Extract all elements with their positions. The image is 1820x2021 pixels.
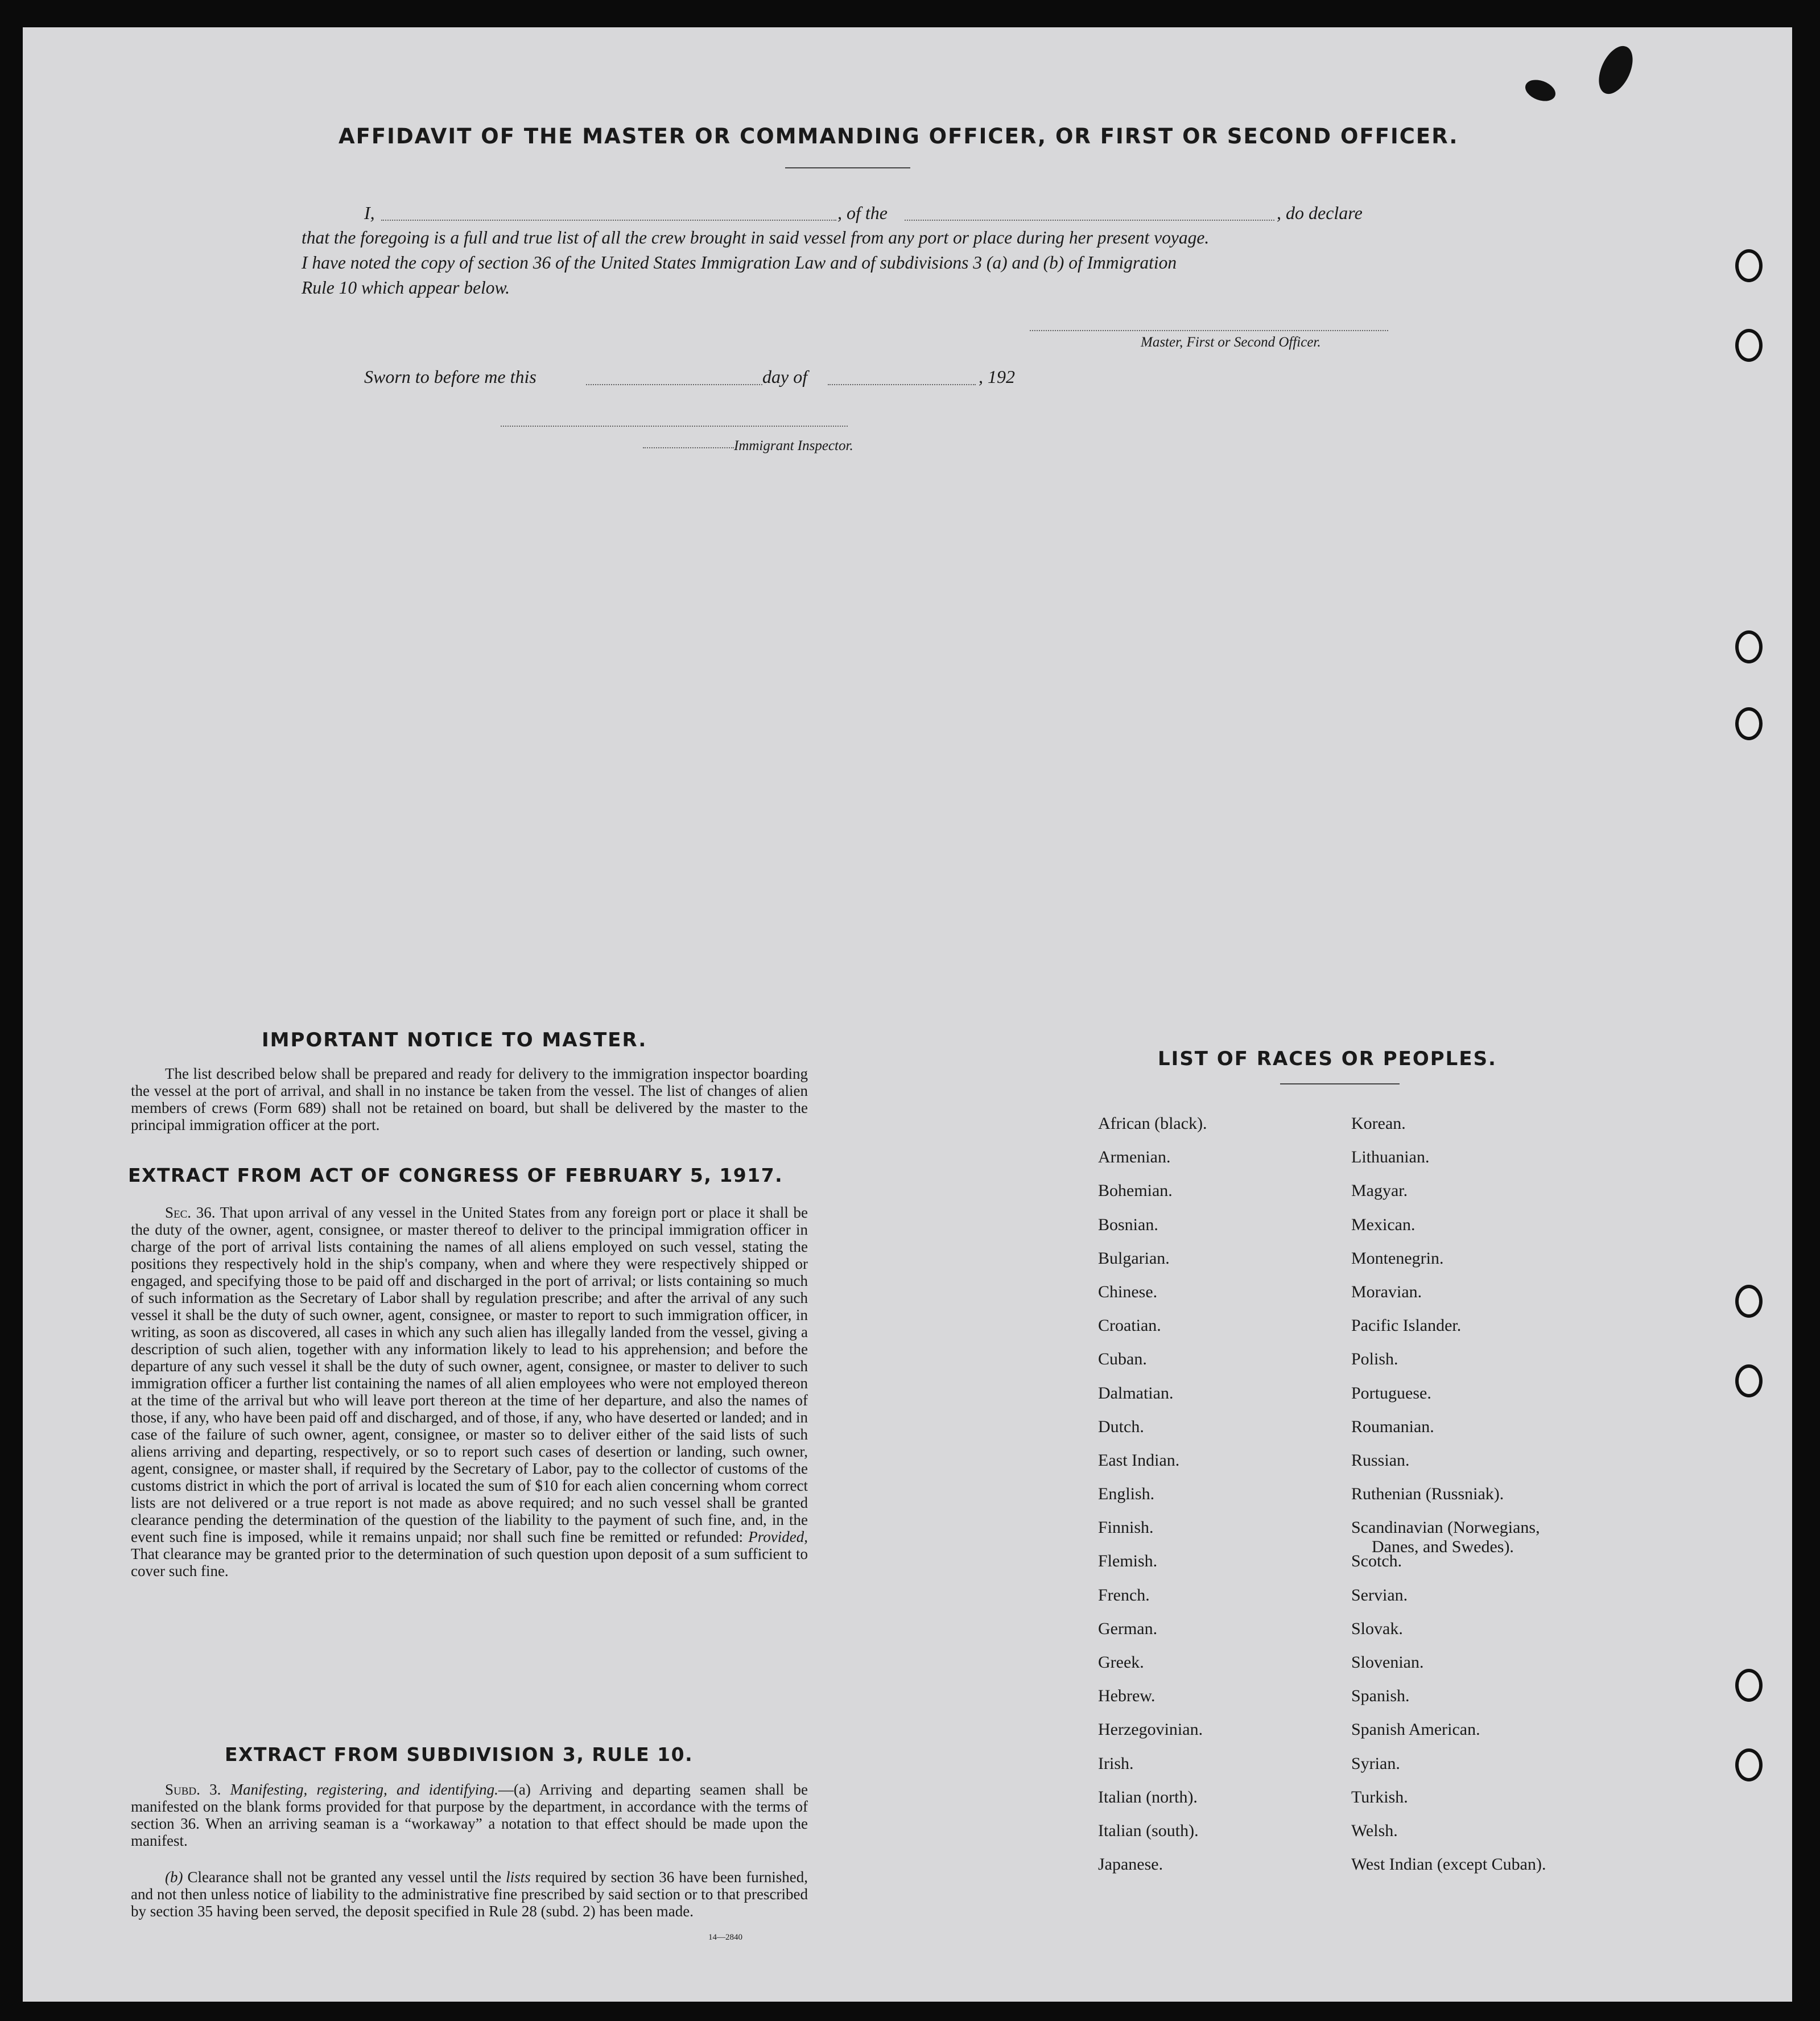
race-item: Syrian. [1351,1754,1400,1773]
races-left-column [1098,1114,1207,1888]
act-extract-title: EXTRACT FROM ACT OF CONGRESS OF FEBRUARY 5, 1917. [128,1164,783,1186]
master-signature-label: Master, First or Second Officer. [1141,335,1321,350]
races-right-column [1351,1114,1546,1888]
master-signature-line[interactable] [1030,330,1388,331]
race-item-line-2: Danes, and Swedes). [1372,1537,1514,1557]
race-item: Slovak. [1351,1619,1403,1638]
para-b-label: (b) [165,1869,183,1886]
title-divider [785,167,910,168]
notice-title: IMPORTANT NOTICE TO MASTER. [262,1029,647,1051]
race-item: English. [1098,1484,1155,1504]
race-item: German. [1098,1619,1158,1638]
race-item: Bosnian. [1098,1215,1158,1234]
rule-extract-title: EXTRACT FROM SUBDIVISION 3, RULE 10. [225,1743,694,1766]
act-body-after: That clearance may be granted prior to the determination of such question upon deposit of a sum sufficient to cover such fine. [131,1545,808,1579]
race-item: Servian. [1351,1585,1408,1605]
race-item: Italian (south). [1098,1821,1199,1840]
race-item: Bulgarian. [1098,1248,1170,1268]
lists-word: lists [506,1869,531,1886]
race-item: Roumanian. [1351,1417,1434,1436]
inspector-signature-line[interactable] [501,426,848,427]
rule-heading: Manifesting, registering, and identifying. [230,1781,498,1798]
vessel-blank[interactable] [905,220,1274,221]
do-declare-label: , do declare [1277,203,1363,223]
name-blank[interactable] [381,220,836,221]
race-item: Polish. [1351,1350,1398,1369]
punch-hole [1735,1748,1763,1781]
punch-hole [1735,1364,1763,1397]
form-number: 14—2840 [708,1933,742,1942]
race-item: Scotch. [1351,1552,1402,1571]
race-item: Dalmatian. [1098,1383,1174,1403]
race-item: Lithuanian. [1351,1148,1430,1167]
punch-hole [1735,1285,1763,1318]
race-item: Armenian. [1098,1148,1171,1167]
inspector-lead-dots [643,447,734,448]
race-item: Croatian. [1098,1316,1161,1335]
race-item: Magyar. [1351,1181,1408,1201]
race-item: Cuban. [1098,1350,1147,1369]
race-item: Portuguese. [1351,1383,1431,1403]
race-item: Korean. [1351,1114,1406,1133]
race-item: Slovenian. [1351,1653,1424,1672]
races-divider [1280,1083,1400,1084]
act-extract-body [131,1204,808,1579]
year-label: , 192 [979,366,1015,387]
affidavit-line-3: I have noted the copy of section 36 of the United States Immigration Law and of subdivisions 3 (a) and (b) of Immigration [302,253,1177,273]
races-title: LIST OF RACES OR PEOPLES. [1158,1047,1497,1070]
affidavit-title: AFFIDAVIT OF THE MASTER OR COMMANDING OFFICER, OR FIRST OR SECOND OFFICER. [339,124,1459,149]
subdivision-label: Subd. 3. [165,1781,221,1798]
rule-para-b-text-1: Clearance shall not be granted any vessel until the [187,1869,502,1886]
race-item: Welsh. [1351,1821,1398,1840]
ink-blot [1522,76,1558,105]
rule-para-a [131,1781,808,1849]
race-item: Greek. [1098,1653,1144,1672]
race-item: Montenegrin. [1351,1248,1444,1268]
inspector-label: Immigrant Inspector. [734,438,853,453]
race-item: Russian. [1351,1450,1410,1470]
act-body-before: That upon arrival of any vessel in the United States from any foreign port or place it shall be the duty of the owner, agent, consignee, or master thereof to deliver to the principal immigration officer in charge of the port of arrival lists containing the names of all aliens employed on such vessel, stating the positions they respectively hold in the ship's company, when and where they were respectively shipped or engaged, and specifying those to be paid off and discharged in the port of arrival; or lists containing so much of such information as the Secretary of Labor shall by regulation prescribe; and after the arrival of any such vessel it shall be the duty of such owner, agent, consignee, or master to report to such immigration officer, in writing, as soon as discovered, all cases in which any such alien has illegally landed from the vessel, giving a description of such alien, together with any information likely to lead to his apprehension; and before the departure of any such vessel it shall be the duty of such owner, agent, consignee, or master to deliver to such immigration officer a further list containing the names of all alien employees who were not employed thereon at the time of the arrival but who will leave port thereon at the time of her departure, and also the names of those, if any, who have been paid off and discharged, and of those, if any, who have deserted or landed; and in case of the failure of such owner, agent, consignee, or master so to deliver either of the said lists of such aliens arriving and departing, respectively, or so to report such cases of desertion or landing, such owner, agent, consignee, or master shall, if required by the Secretary of Labor, pay to the collector of customs of the customs district in which the port of arrival is located the sum of $10 for each alien concerning whom correct lists are not delivered or a true report is not made as above required; and no such vessel shall be granted clearance pending the determination of the question of the liability to the payment of such fine, and, in the event such fine is imposed, while it remains unpaid; nor shall such fine be remitted or refunded: [131,1204,808,1545]
race-item: French. [1098,1585,1150,1605]
punch-hole [1735,249,1763,282]
race-item: Hebrew. [1098,1686,1155,1706]
race-item: Chinese. [1098,1282,1158,1301]
month-blank[interactable] [828,384,976,385]
race-item: African (black). [1098,1114,1207,1133]
race-item: East Indian. [1098,1450,1180,1470]
punch-hole [1735,329,1763,362]
affidavit-line-2: that the foregoing is a full and true list of all the crew brought in said vessel from any port or place during her present voyage. [302,228,1210,248]
race-item: Dutch. [1098,1417,1144,1436]
race-item: Ruthenian (Russniak). [1351,1484,1504,1504]
day-of-label: day of [762,366,808,387]
section-label: Sec. 36. [165,1204,216,1221]
affidavit-line-4: Rule 10 which appear below. [302,278,510,298]
rule-para-a-text: —(a) Arriving and departing seamen shall be manifested on the blank forms provided for that purpose by the department, in accordance with the terms of section 36. When an arriving seaman is a “workaway” a notation to that effect should be made upon the manifest. [131,1781,808,1849]
sworn-label: Sworn to before me this [364,366,536,387]
document-page [23,27,1792,2002]
i-label: I, [364,203,375,223]
punch-hole [1735,707,1763,740]
race-item [1351,1518,1546,1557]
race-item: Herzegovinian. [1098,1720,1203,1739]
race-item: Japanese. [1098,1855,1163,1874]
race-item: Finnish. [1098,1518,1154,1537]
race-item: Spanish. [1351,1686,1410,1706]
day-blank[interactable] [586,384,762,385]
punch-hole [1735,630,1763,663]
race-item-line-1: Scandinavian (Norwegians, [1351,1518,1540,1537]
race-item: Bohemian. [1098,1181,1173,1201]
race-item: Spanish American. [1351,1720,1480,1739]
race-item: Pacific Islander. [1351,1316,1462,1335]
rule-para-b [131,1869,808,1920]
punch-hole [1735,1669,1763,1702]
rule-para-b-text-2: required by section 36 have been furnished, and not then unless notice of liability to the administrative fine prescribed by said section or to that prescribed by section 35 having been served, the deposit specified in Rule 28 (subd. 2) has been made. [131,1869,808,1920]
race-item: West Indian (except Cuban). [1351,1855,1546,1874]
notice-body: The list described below shall be prepared and ready for delivery to the immigration inspector boarding the vessel at the port of arrival, and shall in no instance be taken from the vessel. The list of changes of alien members of crews (Form 689) shall not be retained on board, but shall be delivered by the master to the principal immigration officer at the port. [131,1065,808,1133]
race-item: Moravian. [1351,1282,1422,1301]
provided-label: Provided, [748,1528,808,1545]
race-item: Mexican. [1351,1215,1415,1234]
race-item: Flemish. [1098,1552,1158,1571]
race-item: Irish. [1098,1754,1134,1773]
race-item: Turkish. [1351,1787,1408,1806]
ink-blot [1592,41,1639,100]
race-item: Italian (north). [1098,1787,1198,1806]
of-the-label: , of the [837,203,888,223]
